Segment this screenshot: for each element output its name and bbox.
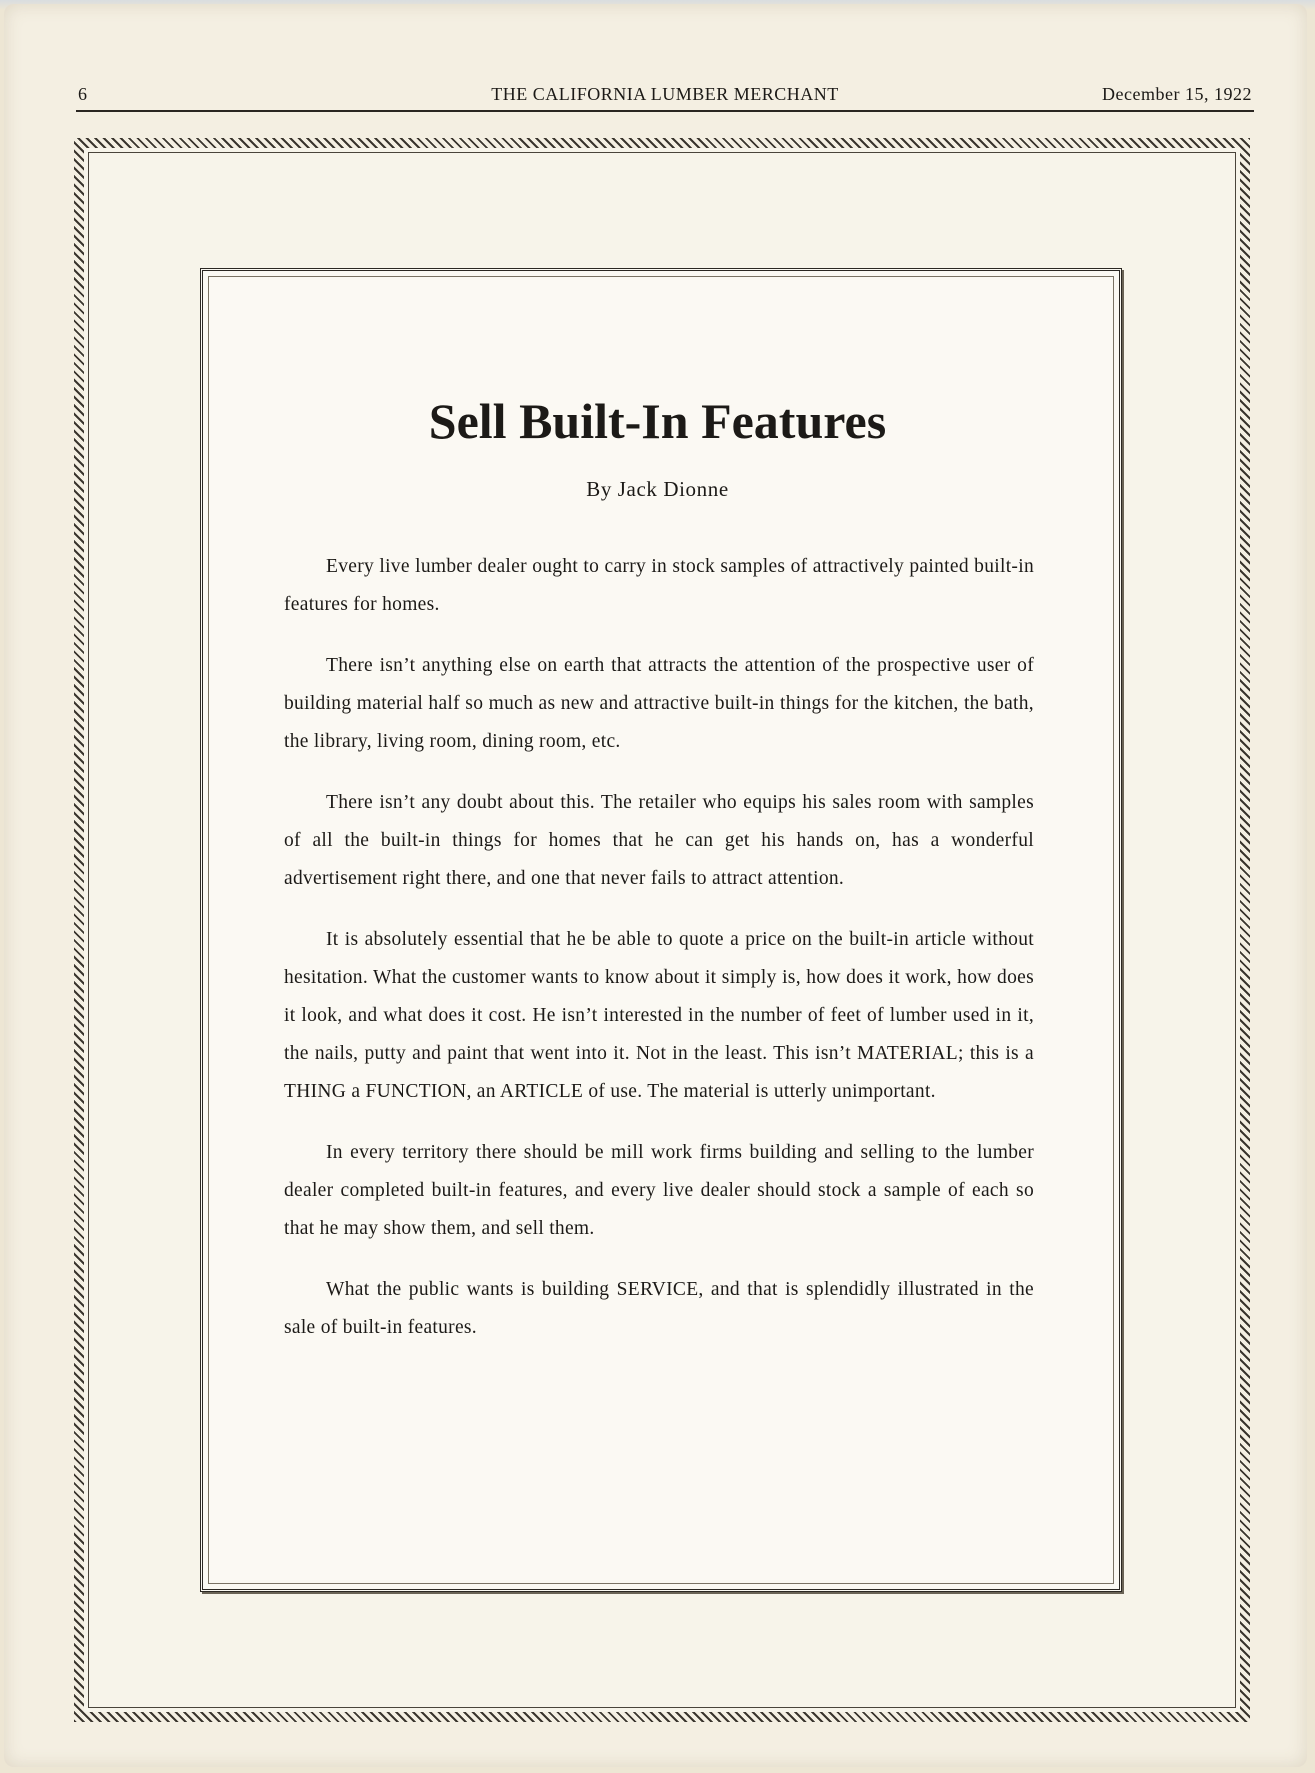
paragraph: There isn’t anything else on earth that attracts the attention of the prospective user of building material half so much as new and attractive built-in things for the kitchen, the bath, the library, living room, dining room, etc. [284, 655, 1034, 752]
page-number: 6 [78, 84, 88, 104]
article-title: Sell Built-In Features [428, 393, 887, 449]
article-byline: By Jack Dionne [586, 477, 729, 501]
paragraph: Every live lumber dealer ought to carry in stock samples of attractively painted built-in features for homes. [284, 556, 1034, 615]
running-header [76, 82, 1254, 112]
paragraph: In every territory there should be mill work firms building and selling to the lumber dealer completed built-in features, and every live dealer should stock a sample of each so that he may show them, and sell them. [284, 1142, 1034, 1239]
paragraph: What the public wants is building SERVICE, and that is splendidly illustrated in the sale of built-in features. [284, 1279, 1034, 1338]
paragraph: There isn’t any doubt about this. The retailer who equips his sales room with samples of all the built-in things for homes that he can get his hands on, has a wonderful advertisement right there, and one that never fails to attract attention. [284, 792, 1034, 889]
issue-date: December 15, 1922 [1102, 84, 1252, 104]
article-body [284, 548, 1034, 1370]
masthead: THE CALIFORNIA LUMBER MERCHANT [491, 84, 839, 104]
paragraph: It is absolutely essential that he be able to quote a price on the built-in article without hesitation. What the customer wants to know about it simply is, how does it work, how does it look, and what does it cost. He isn’t interested in the number of feet of lumber used in it, the nails, putty and paint that went into it. Not in the least. This isn’t MATERIAL; this is a THING a FUNCTION, an ARTICLE of use. The material is utterly unimportant. [284, 929, 1034, 1102]
